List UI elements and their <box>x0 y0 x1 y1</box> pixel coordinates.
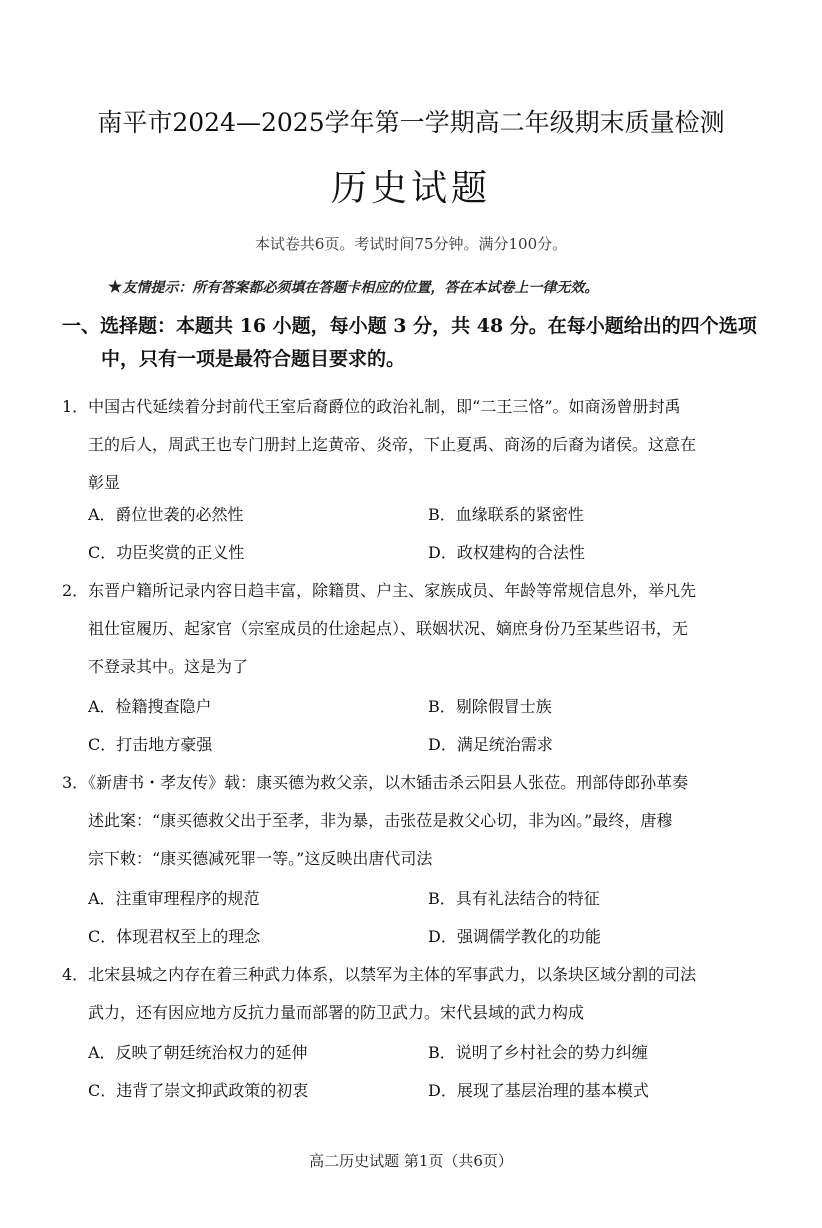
option-c: C．打击地方豪强 <box>88 735 213 754</box>
option-d: D．满足统治需求 <box>428 735 553 754</box>
question-line: 1．中国古代延续着分封前代王室后裔爵位的政治礼制，即“二王三恪”。如商汤曾册封禹 <box>62 397 681 416</box>
question-line: 武力，还有因应地方反抗力量而部署的防卫武力。宋代县域的武力构成 <box>88 1003 585 1022</box>
options-row <box>88 540 768 570</box>
option-a: A．反映了朝廷统治权力的延伸 <box>88 1043 308 1062</box>
options-row <box>88 1040 768 1070</box>
question-line: 4．北宋县城之内存在着三种武力体系，以禁军为主体的军事武力，以条块区域分割的司法 <box>62 965 697 984</box>
option-b: B．具有礼法结合的特征 <box>428 889 600 908</box>
section-heading <box>62 310 767 376</box>
options-row <box>88 1078 768 1108</box>
option-a: A．注重审理程序的规范 <box>88 889 260 908</box>
star-icon: ★ <box>108 277 123 296</box>
options-row <box>88 502 768 532</box>
options-row <box>88 924 768 954</box>
options-row <box>88 886 768 916</box>
question-line: 2．东晋户籍所记录内容日趋丰富，除籍贯、户主、家族成员、年龄等常规信息外，举凡先 <box>62 581 697 600</box>
page-footer: 高二历史试题 第1页（共6页） <box>309 1152 513 1170</box>
question-line: 不登录其中。这是为了 <box>88 657 249 676</box>
options-row <box>88 732 768 762</box>
exam-title: 南平市2024—2025学年第一学期高二年级期末质量检测 <box>97 108 725 137</box>
subject-title: 历史试题 <box>330 168 491 209</box>
friendly-tip <box>108 277 808 297</box>
section-line-1: 一、选择题：本题共 16 小题，每小题 3 分，共 48 分。在每小题给出的四个选项 <box>62 315 757 337</box>
option-a: A．爵位世袭的必然性 <box>88 505 244 524</box>
option-b: B．说明了乡村社会的势力纠缠 <box>428 1043 648 1062</box>
option-a: A．检籍搜查隐户 <box>88 697 212 716</box>
question-line: 彰显 <box>88 473 121 492</box>
tip-text: 友情提示：所有答案都必须填在答题卡相应的位置，答在本试卷上一律无效。 <box>122 280 599 296</box>
option-c: C．违背了崇文抑武政策的初衷 <box>88 1081 309 1100</box>
option-b: B．血缘联系的紧密性 <box>428 505 584 524</box>
question-1 <box>62 388 767 502</box>
question-line: 述此案：“康买德救父出于至孝，非为暴，击张莅是救父心切，非为凶。”最终，唐穆 <box>88 811 673 830</box>
question-4 <box>62 956 767 1032</box>
exam-info: 本试卷共6页。考试时间75分钟。满分100分。 <box>254 235 568 253</box>
question-3 <box>62 764 767 878</box>
question-line: 祖仕宦履历、起家官（宗室成员的仕途起点）、联姻状况、嫡庶身份乃至某些诏书，无 <box>88 619 689 638</box>
question-line: 3．《新唐书・孝友传》载：康买德为救父亲，以木锸击杀云阳县人张莅。刑部侍郎孙革奏 <box>62 773 689 792</box>
option-d: D．强调儒学教化的功能 <box>428 927 601 946</box>
section-line-2: 中，只有一项是最符合题目要求的。 <box>101 348 406 370</box>
question-line: 宗下敕：“康买德减死罪一等。”这反映出唐代司法 <box>88 849 433 868</box>
options-row <box>88 694 768 724</box>
question-2 <box>62 572 767 686</box>
option-c: C．功臣奖赏的正义性 <box>88 543 245 562</box>
option-b: B．剔除假冒士族 <box>428 697 552 716</box>
option-d: D．政权建构的合法性 <box>428 543 585 562</box>
option-d: D．展现了基层治理的基本模式 <box>428 1081 649 1100</box>
question-line: 王的后人，周武王也专门册封上迄黄帝、炎帝，下止夏禹、商汤的后裔为诸侯。这意在 <box>88 435 697 454</box>
option-c: C．体现君权至上的理念 <box>88 927 261 946</box>
